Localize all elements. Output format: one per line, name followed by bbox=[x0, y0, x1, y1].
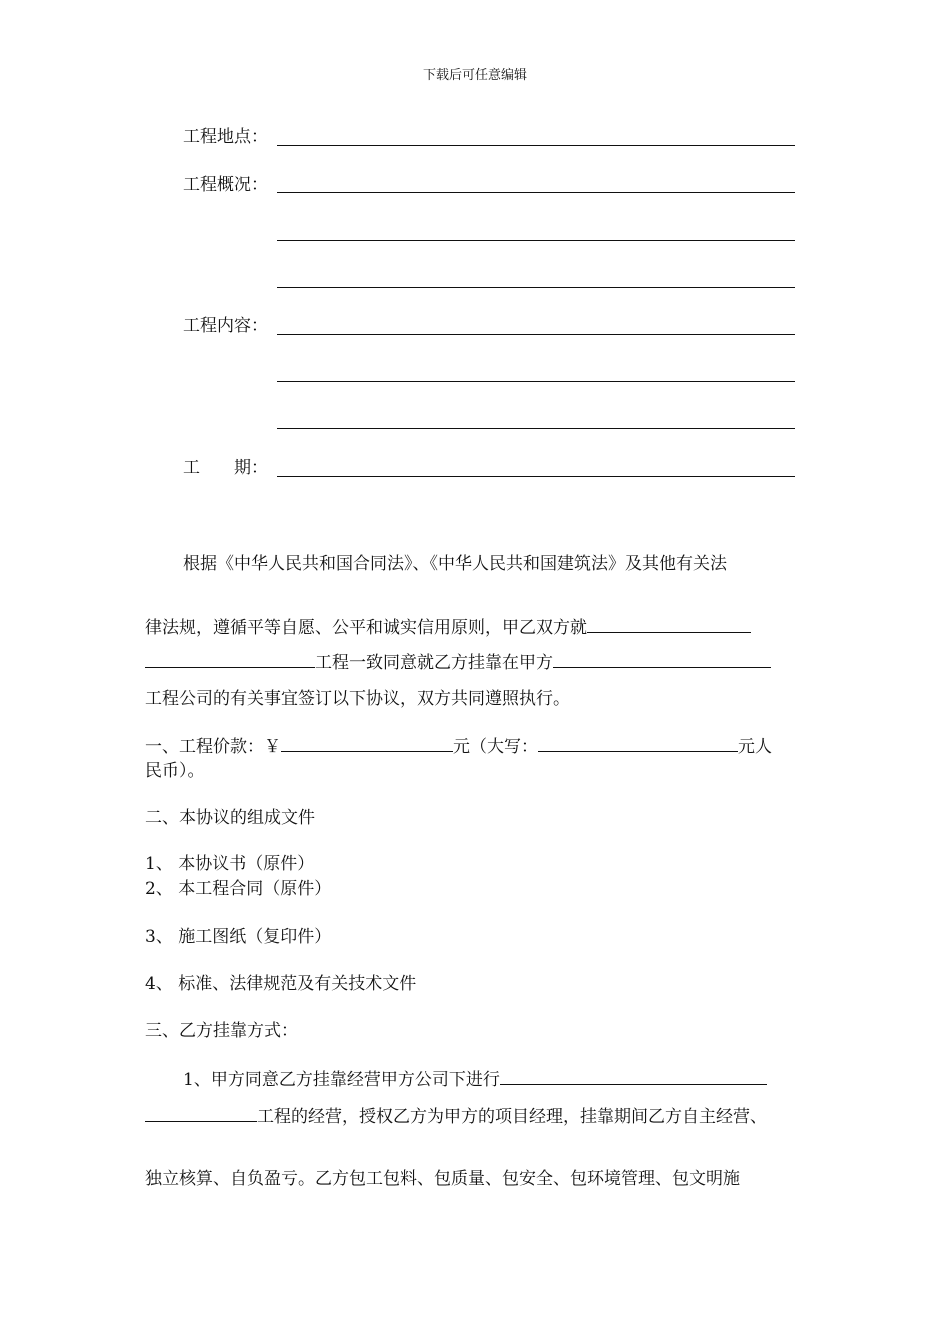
section-2-item-3: 3、 施工图纸（复印件） bbox=[145, 927, 332, 947]
section-3-title: 三、乙方挂靠方式： bbox=[145, 1021, 298, 1041]
affiliation-project-blank-b bbox=[145, 1105, 257, 1122]
content-blank-line-1 bbox=[277, 334, 795, 335]
section-2-item-2: 2、 本工程合同（原件） bbox=[145, 879, 332, 899]
overview-blank-line-3 bbox=[277, 287, 795, 288]
preamble-line-3-text: 工程一致同意就乙方挂靠在甲方 bbox=[315, 653, 553, 673]
section-3-line-2 bbox=[145, 1104, 807, 1130]
preamble-line-2-text: 律法规，遵循平等自愿、公平和诚实信用原则，甲乙双方就 bbox=[145, 618, 587, 638]
section-3-line-3: 独立核算、自负盈亏。乙方包工包料、包质量、包安全、包环境管理、包文明施 bbox=[145, 1169, 740, 1189]
period-blank-line bbox=[277, 476, 795, 477]
section-2-item-1: 1、 本协议书（原件） bbox=[145, 854, 315, 874]
overview-label: 工程概况： bbox=[183, 175, 268, 195]
preamble-line-1: 根据《中华人民共和国合同法》、《中华人民共和国建筑法》及其他有关法 bbox=[183, 554, 727, 574]
price-line-1 bbox=[145, 735, 772, 758]
project-name-blank-b bbox=[145, 651, 315, 668]
page-header-watermark: 下载后可任意编辑 bbox=[422, 68, 527, 83]
price-uppercase-blank bbox=[538, 735, 738, 752]
location-blank-line bbox=[277, 145, 795, 146]
price-prefix: 一、工程价款：￥ bbox=[145, 737, 281, 757]
section-3-line-2-text: 工程的经营，授权乙方为甲方的项目经理，挂靠期间乙方自主经营、 bbox=[257, 1107, 767, 1127]
content-blank-line-3 bbox=[277, 428, 795, 429]
overview-blank-line-1 bbox=[277, 192, 795, 193]
party-a-blank bbox=[553, 651, 771, 668]
content-label: 工程内容： bbox=[183, 316, 268, 336]
section-2-item-4: 4、 标准、法律规范及有关技术文件 bbox=[145, 974, 417, 994]
price-line-2: 民币）。 bbox=[145, 761, 205, 781]
period-label: 工 期： bbox=[183, 458, 268, 478]
price-suffix: 元人 bbox=[738, 737, 772, 757]
project-name-blank-a bbox=[587, 616, 751, 633]
preamble-line-2 bbox=[145, 616, 751, 639]
section-3-line-1 bbox=[183, 1068, 767, 1091]
section-2-title: 二、本协议的组成文件 bbox=[145, 808, 315, 828]
overview-blank-line-2 bbox=[277, 240, 795, 241]
affiliation-project-blank-a bbox=[500, 1068, 767, 1085]
preamble-line-4: 工程公司的有关事宜签订以下协议，双方共同遵照执行。 bbox=[145, 689, 570, 709]
price-amount-blank bbox=[281, 735, 453, 752]
content-blank-line-2 bbox=[277, 381, 795, 382]
preamble-line-3 bbox=[145, 651, 771, 674]
price-mid: 元（大写： bbox=[453, 737, 538, 757]
section-3-line-1-text: 1、甲方同意乙方挂靠经营甲方公司下进行 bbox=[183, 1070, 500, 1090]
location-label: 工程地点： bbox=[183, 127, 268, 147]
